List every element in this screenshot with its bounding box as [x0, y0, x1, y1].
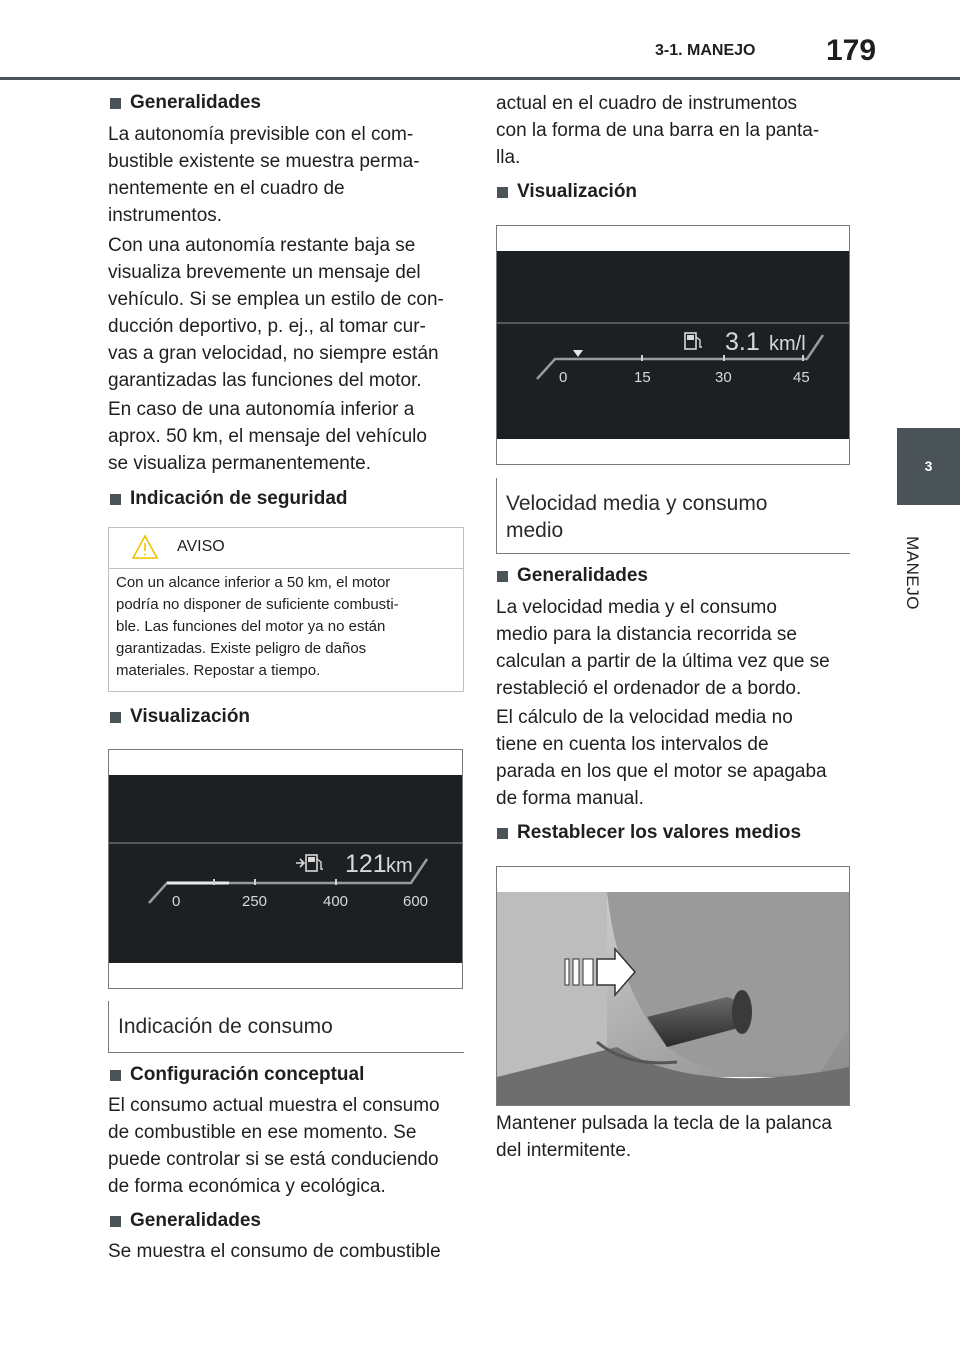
page-number: 179: [826, 34, 877, 67]
paragraph: [496, 90, 819, 171]
consumption-display-image: [496, 225, 850, 465]
caption-text: Indicación de consumo: [118, 1015, 333, 1038]
paragraph: [496, 594, 830, 702]
heading-text: Generalidades: [517, 565, 648, 586]
warning-triangle-icon: [131, 534, 159, 560]
paragraph: [108, 232, 444, 394]
text-line: Mantener pulsada la tecla de la palanca: [496, 1113, 832, 1134]
range-value: 121: [345, 850, 387, 878]
bullet-square-icon: [497, 187, 508, 198]
fuel-pump-icon: [296, 855, 323, 871]
text-line: se visualiza permanentemente.: [108, 453, 371, 474]
warning-header: [109, 528, 463, 569]
heading-generalidades-2: [110, 1210, 261, 1232]
heading-generalidades-3: [497, 565, 648, 587]
heading-text: Generalidades: [130, 92, 261, 113]
text-line: nentemente en el cuadro de: [108, 178, 345, 199]
text-line: Velocidad media y consumo: [506, 492, 768, 515]
text-line: podría no disponer de suficiente combusti-: [116, 596, 399, 613]
tick-label: 250: [242, 893, 268, 910]
consumption-unit: km/l: [769, 333, 806, 355]
range-unit: km: [386, 855, 413, 877]
text-line: garantizadas las funciones del motor.: [108, 370, 422, 391]
caption-rule: [108, 1001, 109, 1052]
display-screen: [109, 775, 462, 963]
lever-illustration: [497, 867, 849, 1105]
text-line: vas a gran velocidad, no siempre están: [108, 343, 439, 364]
tick-label: 15: [634, 369, 651, 386]
heading-text: Visualización: [130, 706, 251, 727]
paragraph: [108, 1238, 441, 1265]
consumption-value: 3.1: [725, 328, 760, 356]
caption-box: [108, 1001, 464, 1053]
tick-label: 400: [323, 893, 349, 910]
text-line: de forma económica y ecológica.: [108, 1176, 386, 1197]
text-line: medio para la distancia recorrida se: [496, 624, 797, 645]
text-line: parada en los que el motor se apagaba: [496, 761, 827, 782]
bullet-square-icon: [110, 98, 121, 109]
text-line: materiales. Repostar a tiempo.: [116, 662, 321, 679]
text-line: lla.: [496, 147, 521, 168]
heading-restablecer: [497, 822, 801, 844]
heading-indicacion-seguridad: [110, 488, 348, 510]
text-line: La autonomía previsible con el com-: [108, 124, 414, 145]
chapter-tab: [897, 428, 960, 505]
text-line: de combustible en ese momento. Se: [108, 1122, 417, 1143]
bullet-square-icon: [110, 494, 121, 505]
text-line: restableció el ordenador de a bordo.: [496, 678, 802, 699]
text-line: garantizadas. Existe peligro de daños: [116, 640, 367, 657]
heading-text: Configuración conceptual: [130, 1064, 365, 1085]
heading-text: Restablecer los valores medios: [517, 822, 802, 843]
paragraph: [108, 1092, 440, 1200]
text-line: del intermitente.: [496, 1140, 632, 1161]
header-rule: [0, 77, 960, 80]
text-line: medio: [506, 519, 564, 542]
text-line: de forma manual.: [496, 788, 644, 809]
text-line: ble. Las funciones del motor ya no están: [116, 618, 386, 635]
text-line: Con una autonomía restante baja se: [108, 235, 416, 256]
bullet-square-icon: [110, 1216, 121, 1227]
text-line: instrumentos.: [108, 205, 223, 226]
text-line: actual en el cuadro de instrumentos: [496, 93, 798, 114]
paragraph: [108, 121, 420, 229]
pointer-marker: [573, 350, 583, 357]
bullet-square-icon: [497, 828, 508, 839]
paragraph: [108, 396, 427, 477]
text-line: Con un alcance inferior a 50 km, el motor: [116, 574, 391, 591]
text-line: El consumo actual muestra el consumo: [108, 1095, 440, 1116]
tick-label: 45: [793, 369, 810, 386]
heading-configuracion: [110, 1064, 364, 1086]
warning-text: [116, 572, 399, 682]
paragraph: [496, 1110, 832, 1164]
warning-title: AVISO: [177, 538, 225, 555]
heading-text: Generalidades: [130, 1210, 261, 1231]
tick-label: 600: [403, 893, 429, 910]
text-line: tiene en cuenta los intervalos de: [496, 734, 769, 755]
bullet-square-icon: [110, 712, 121, 723]
chapter-tab-number: 3: [924, 458, 933, 474]
heading-visualizacion-2: [497, 181, 637, 203]
chapter-tab-label: MANEJO: [903, 536, 922, 610]
caption-box: [496, 478, 850, 554]
paragraph: [496, 704, 827, 812]
text-line: vehículo. Si se emplea un estilo de con-: [108, 289, 444, 310]
turn-signal-lever-photo: [496, 866, 850, 1106]
tick-label: 0: [172, 893, 181, 910]
range-gauge: [109, 775, 462, 963]
text-line: En caso de una autonomía inferior a: [108, 399, 415, 420]
text-line: visualiza brevemente un mensaje del: [108, 262, 421, 283]
tick-label: 0: [559, 369, 568, 386]
text-line: con la forma de una barra en la panta-: [496, 120, 820, 141]
heading-visualizacion: [110, 706, 250, 728]
chapter-title: 3-1. MANEJO: [655, 42, 756, 59]
caption-rule: [496, 478, 497, 553]
tick-label: 30: [715, 369, 732, 386]
text-line: La velocidad media y el consumo: [496, 597, 777, 618]
heading-generalidades: [110, 92, 261, 114]
heading-text: Indicación de seguridad: [130, 488, 348, 509]
text-line: puede controlar si se está conduciendo: [108, 1149, 439, 1170]
text-line: aprox. 50 km, el mensaje del vehículo: [108, 426, 427, 447]
text-line: El cálculo de la velocidad media no: [496, 707, 793, 728]
text-line: bustible existente se muestra perma-: [108, 151, 420, 172]
warning-box: [108, 527, 464, 692]
range-display-image: [108, 749, 463, 989]
bullet-square-icon: [110, 1070, 121, 1081]
consumption-gauge: [497, 251, 849, 439]
heading-text: Visualización: [517, 181, 638, 202]
display-screen: [497, 251, 849, 439]
text-line: calculan a partir de la última vez que se: [496, 651, 830, 672]
bullet-square-icon: [497, 571, 508, 582]
caption-text: [506, 490, 768, 544]
text-line: ducción deportivo, p. ej., al tomar cur-: [108, 316, 426, 337]
text-line: Se muestra el consumo de combustible: [108, 1241, 441, 1262]
fuel-pump-icon: [685, 333, 702, 349]
